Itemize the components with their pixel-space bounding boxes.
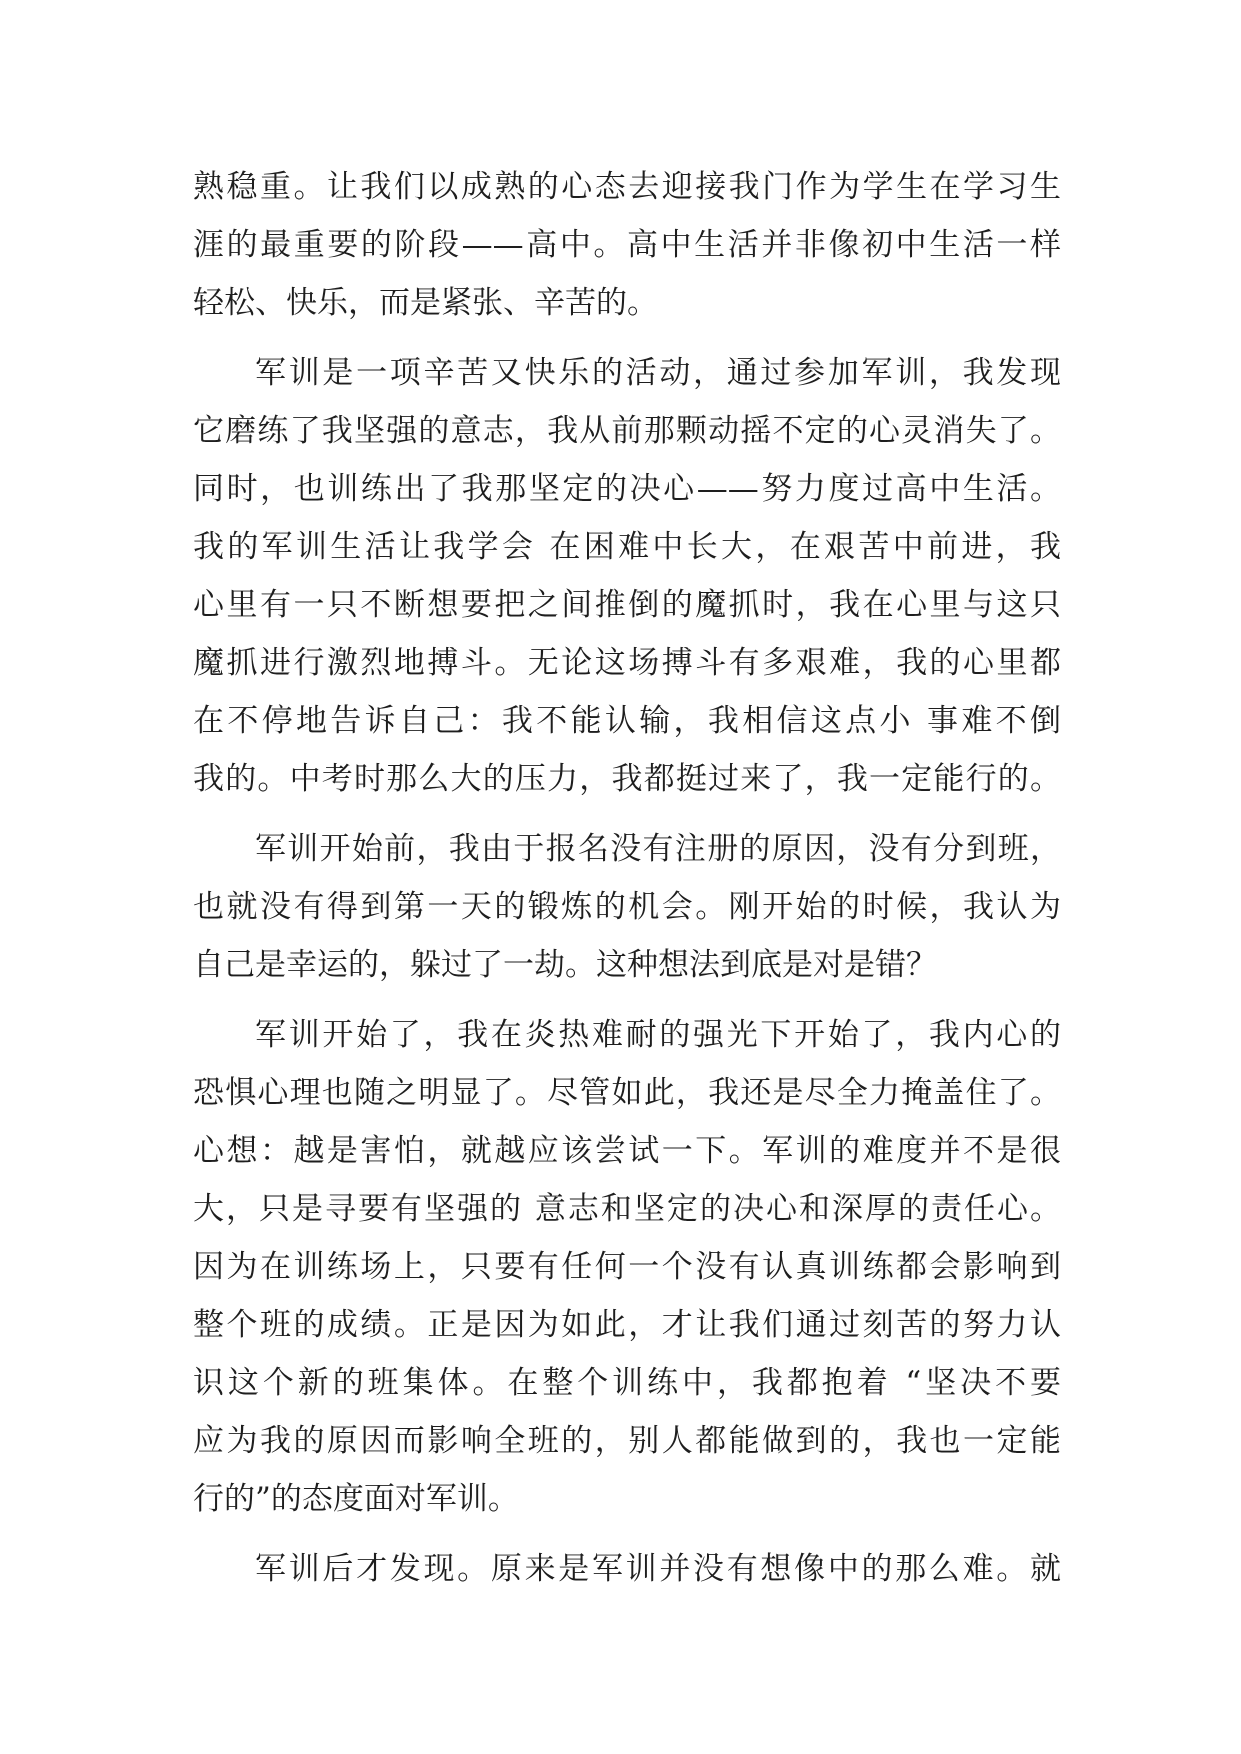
text-line: 军训开始前，我由于报名没有注册的原因，没有分到班， [255,831,1061,867]
text-line: 行的”的态度面对军训。 [193,1481,519,1517]
text-line: 军训是一项辛苦又快乐的活动，通过参加军训，我发现 [255,355,1061,391]
text-line: 涯的最重要的阶段——高中。高中生活并非像初中生活一样 [193,227,1061,263]
paragraph [193,158,1061,332]
text-line: 轻松、快乐，而是紧张、辛苦的。 [193,285,658,321]
text-line: 魔抓进行激烈地搏斗。无论这场搏斗有多艰难，我的心里都 [193,645,1061,681]
text-line: 我的。中考时那么大的压力，我都挺过来了，我一定能行的。 [193,761,1061,797]
text-line: 因为在训练场上，只要有任何一个没有认真训练都会影响到 [193,1249,1061,1285]
text-line: 自己是幸运的，躲过了一劫。这种想法到底是对是错？ [193,947,937,983]
text-line: 熟稳重。让我们以成熟的心态去迎接我门作为学生在学习生 [193,169,1061,205]
text-line: 恐惧心理也随之明显了。尽管如此，我还是尽全力掩盖住了。 [193,1075,1061,1111]
text-line: 心想：越是害怕，就越应该尝试一下。军训的难度并不是很 [193,1133,1061,1169]
text-line: 心里有一只不断想要把之间推倒的魔抓时，我在心里与这只 [193,587,1061,623]
text-line: 同时，也训练出了我那坚定的决心——努力度过高中生活。 [193,471,1061,507]
text-line: 在不停地告诉自己：我不能认输，我相信这点小 事难不倒 [193,703,1061,739]
paragraph [193,1540,1061,1598]
text-line: 应为我的原因而影响全班的，别人都能做到的，我也一定能 [193,1423,1061,1459]
body-text [193,158,1061,1598]
text-line: 军训后才发现。原来是军训并没有想像中的那么难。就 [255,1551,1061,1587]
text-line: 也就没有得到第一天的锻炼的机会。刚开始的时候，我认为 [193,889,1061,925]
paragraph [193,1006,1061,1528]
text-line: 我的军训生活让我学会 在困难中长大，在艰苦中前进，我 [193,529,1061,565]
text-line: 大，只是寻要有坚强的 意志和坚定的决心和深厚的责任心。 [193,1191,1061,1227]
paragraph [193,344,1061,808]
text-line: 识这个新的班集体。在整个训练中，我都抱着 “坚决不要 [193,1365,1061,1401]
text-line: 它磨练了我坚强的意志，我从前那颗动摇不定的心灵消失了。 [193,413,1061,449]
paragraph [193,820,1061,994]
text-line: 整个班的成绩。正是因为如此，才让我们通过刻苦的努力认 [193,1307,1061,1343]
text-line: 军训开始了，我在炎热难耐的强光下开始了，我内心的 [255,1017,1061,1053]
